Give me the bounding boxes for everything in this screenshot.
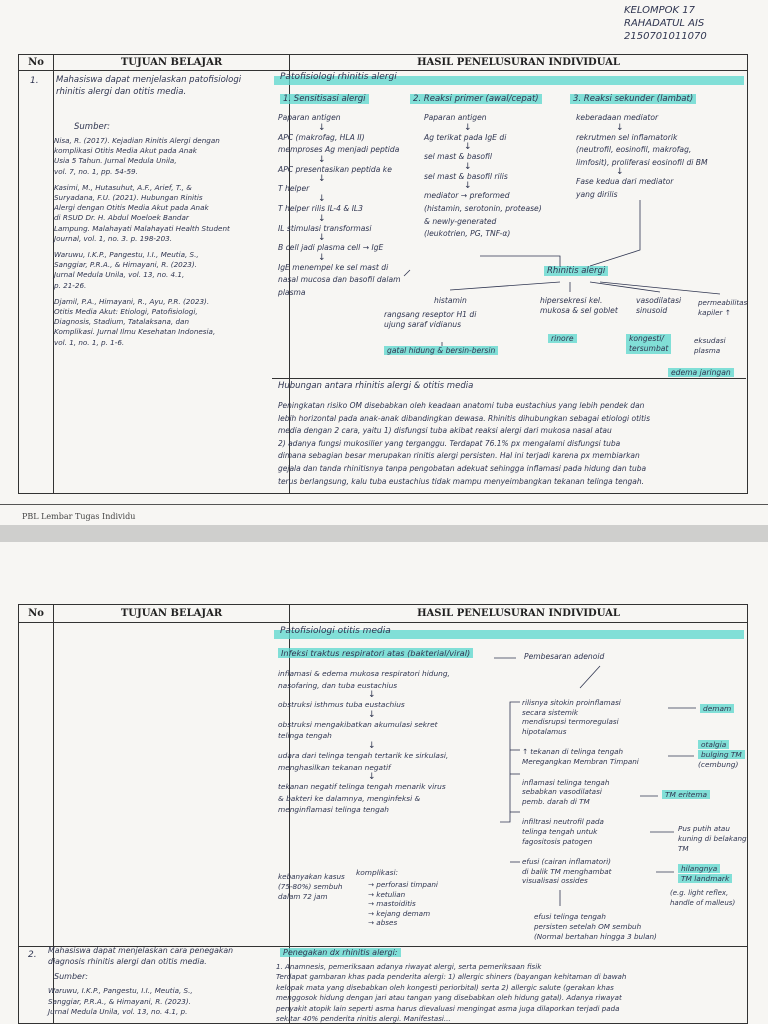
complication-item: → abses — [368, 918, 398, 928]
phase-2-step: (histamin, serotonin, protease) — [424, 203, 542, 213]
phase-1-step: nasal mucosa dan basofil dalam — [278, 275, 401, 285]
phase-1-step: B cell jadi plasma cell → IgE — [278, 243, 384, 253]
worksheet-page-2 — [0, 542, 768, 1024]
phase-1-step: Paparan antigen — [278, 113, 341, 122]
effect-line: vasodilatasi — [636, 296, 682, 305]
phase-1-title: 1. Sensitisasi alergi — [280, 94, 369, 104]
result-tm-eritema: TM eritema — [662, 790, 710, 799]
row-number: 1. — [30, 76, 39, 86]
down-arrow-icon: ↓ — [318, 122, 326, 133]
recovery-line: kebanyakan kasus — [278, 872, 345, 881]
reference-line: Djamil, P.A., Himayani, R., Ayu, P.R. (2023). — [54, 296, 210, 306]
phase-2-step: Ag terikat pada IgE di — [424, 132, 507, 142]
mechanism-line: inflamasi telinga tengah — [522, 777, 610, 787]
mechanism-line: mendisrupsi termoregulasi — [522, 717, 619, 727]
phase-1-step: memproses Ag menjadi peptida — [278, 145, 400, 155]
reference-line: vol. 7, no. 1, pp. 54-59. — [54, 166, 138, 176]
down-arrow-icon: ↓ — [318, 213, 326, 224]
flow-step: & bakteri ke dalamnya, menginfeksi & — [278, 793, 421, 803]
relation-line: gejala dan tanda rhinitisnya tanpa pengobatan adekuat sehingga inflamasi pada hidung dan tuba — [278, 463, 647, 473]
reference-line: Journal, vol. 1, no. 3. p. 198-203. — [54, 233, 173, 243]
result-landmark: hilangnya TM landmark — [678, 864, 732, 884]
down-arrow-icon: ↓ — [464, 161, 472, 172]
reference-line: Usia 5 Tahun. Jurnal Medula Unila, — [54, 156, 177, 166]
flow-step: telinga tengah — [278, 731, 332, 741]
phase-1-step: APC presentasikan peptida ke — [278, 164, 392, 174]
effect-line: kongesti/ — [629, 334, 664, 343]
phase-2-title: 2. Reaksi primer (awal/cepat) — [410, 94, 542, 104]
effect-histamin: histamin — [434, 296, 467, 305]
diagnosis-line: Terdapat gambaran khas pada penderita alergi: 1) allergic shiners (bayangan kehitaman di bawah — [276, 972, 627, 982]
effect-line: mukosa & sel goblet — [540, 306, 618, 315]
effect-line: eksudasi — [694, 336, 726, 345]
reference-line: Komplikasi. Jurnal Ilmu Kesehatan Indonesia, — [54, 327, 216, 337]
down-arrow-icon: ↓ — [368, 690, 376, 701]
mechanism-line: hipotalamus — [522, 726, 567, 736]
complication-item: → ketulian — [368, 889, 406, 899]
diagnosis-line: sekitar 40% penderita rinitis alergi. Manifestasi... — [276, 1014, 451, 1024]
phase-1-step: IL stimulasi transformasi — [278, 223, 372, 233]
mechanism-line: efusi (cairan inflamatori) — [522, 857, 611, 867]
section-title-2: Patofisiologi otitis media — [280, 626, 391, 636]
relation-line: dimana sebagian besar merupakan rinitis alergi persisten. Hal ini terjadi karena px membiarkan — [278, 451, 640, 461]
down-arrow-icon: ↓ — [464, 122, 472, 133]
flow-step: tekanan negatif telinga tengah menarik virus — [278, 782, 446, 792]
reference-line: Jurnal Medula Unila, vol. 13, no. 4.1, — [54, 270, 185, 280]
reference-line: Lampung. Malahayati Malahayati Health Student — [54, 223, 230, 233]
phase-1-step: T helper — [278, 184, 310, 194]
diagnosis-line: menggosok hidung dengan jari atau tangan yang disebabkan oleh hidung gatal). Adanya riwayat — [276, 993, 622, 1003]
col-no-header: No — [19, 55, 54, 71]
down-arrow-icon: ↓ — [464, 142, 472, 153]
reference-line: vol. 1, no. 1, p. 1-6. — [54, 337, 125, 347]
relation-line: media dengan 2 cara, yaitu 1) disfungsi tuba akibat reaksi alergi dari mukosa nasal atau — [278, 426, 612, 436]
phase-1-step: T helper rilis IL-4 & IL3 — [278, 203, 363, 213]
objective-line: diagnosis rhinitis alergi dan otitis media. — [48, 956, 207, 966]
reference-line: komplikasi Otitis Media Akut pada Anak — [54, 146, 197, 156]
objective-line: rhinitis alergi dan otitis media. — [56, 87, 187, 97]
objective-line: Mahasiswa dapat menjelaskan patofisiologi — [56, 75, 242, 85]
effect-line: permeabilitas — [698, 298, 748, 307]
down-arrow-icon: ↓ — [616, 122, 624, 133]
effect-line: sinusoid — [636, 306, 668, 315]
effusion-line: persisten setelah OM sembuh — [534, 922, 642, 931]
reference-line: p. 21-26. — [54, 280, 87, 290]
effusion-line: efusi telinga tengah — [534, 912, 606, 921]
down-arrow-icon: ↓ — [368, 772, 376, 783]
effect-line: ujung saraf vidianus — [384, 320, 462, 329]
reference-line: Waruwu, I.K.P., Pangestu, I.I., Meutia, S., — [48, 986, 193, 995]
col-tujuan-header: TUJUAN BELAJAR — [54, 55, 290, 71]
down-arrow-icon: ↓ — [368, 740, 376, 751]
flow-step: menghasilkan tekanan negatif — [278, 762, 391, 772]
relation-title: Hubungan antara rhinitis alergi & otitis media — [278, 381, 474, 391]
reference-line: di RSUD Dr. H. Abdul Moeloek Bandar — [54, 213, 189, 223]
col-hasil-header-2: HASIL PENELUSURAN INDIVIDUAL — [290, 605, 748, 623]
phase-1-step: plasma — [278, 287, 306, 297]
reference-line: Suryadana, F.U. (2021). Hubungan Rinitis — [54, 193, 203, 203]
complication-title: komplikasi: — [356, 868, 399, 877]
phase-3-step: keberadaan mediator — [576, 113, 659, 122]
down-arrow-icon: ↓ — [318, 174, 326, 185]
reference-line: Waruwu, I.K.P., Pangestu, I.I., Meutia, S., — [54, 250, 199, 260]
sources-label-2: Sumber: — [54, 972, 88, 981]
mechanism-line: sebabkan vasodilatasi — [522, 787, 602, 797]
phase-3-step: rekrutmen sel inflamatorik — [576, 132, 678, 142]
down-arrow-icon: ↓ — [318, 154, 326, 165]
relation-line: Peningkatan risiko OM disebabkan oleh keadaan anatomi tuba eustachius yang lebih pendek dan — [278, 401, 645, 410]
down-arrow-icon: ↓ — [464, 181, 472, 192]
group-name: KELOMPOK 17 — [624, 5, 696, 16]
flow-step: udara dari telinga tengah tertarik ke sirkulasi, — [278, 750, 449, 760]
result-line: (e.g. light reflex, — [670, 889, 729, 897]
phase-2-step: sel mast & basofil — [424, 152, 492, 162]
reference-line: Diagnosis, Stadium, Tatalaksana, dan — [54, 317, 190, 327]
effusion-line: (Normal bertahan hingga 3 bulan) — [534, 932, 657, 941]
down-arrow-icon: ↓ — [318, 233, 326, 244]
diagnosis-line: kelopak mata yang disebabkan oleh kongesti periorbital) serta 2) allergic salute (gerakan khas — [276, 982, 614, 992]
flow-step: inflamasi & edema mukosa respiratori hidung, — [278, 669, 450, 678]
complication-item: → kejang demam — [368, 908, 431, 918]
effect-line: kapiler ↑ — [698, 308, 731, 317]
flow-step: obstruksi isthmus tuba eustachius — [278, 700, 405, 710]
effect-line: hipersekresi kel. — [540, 296, 603, 305]
phase-3-step: Fase kedua dari mediator — [576, 177, 674, 187]
relation-line: terus berlangsung, kalu tuba eustachius tidak mampu menyeimbangkan tekanan telinga tengah. — [278, 476, 644, 486]
reference-line: Otitis Media Akut: Etiologi, Patofisiologi, — [54, 307, 198, 317]
student-id: 2150701011070 — [624, 31, 707, 42]
result-line: kuning di belakang — [678, 834, 747, 843]
reference-line: Jurnal Medula Unila, vol. 13, no. 4.1, p. — [48, 1007, 188, 1016]
mechanism-line: di balik TM menghambat — [522, 866, 612, 876]
phase-2-step: (leukotrien, PG, TNF-α) — [424, 229, 511, 239]
effect-edema: edema jaringan — [668, 368, 734, 377]
reference-line: Alergi dengan Otitis Media Akut pada Anak — [54, 203, 209, 213]
adenoid-node: Pembesaran adenoid — [524, 652, 605, 661]
phase-2-step: sel mast & basofil rilis — [424, 171, 508, 181]
col-hasil-header: HASIL PENELUSURAN INDIVIDUAL — [290, 55, 748, 71]
relation-line: 2) adanya fungsi mukosilier yang terganggu. Terdapat 76.1% px mengalami disfungsi tuba — [278, 438, 621, 448]
infeksi-node: Infeksi traktus respiratori atas (bakterial/viral) — [278, 648, 473, 658]
flow-step: menginflamasi telinga tengah — [278, 805, 389, 815]
student-name: RAHADATUL AIS — [624, 18, 705, 29]
phase-3-step: limfosit), proliferasi eosinofil di BM — [576, 157, 708, 167]
down-arrow-icon: ↓ — [318, 252, 326, 263]
effect-line: tersumbat — [629, 344, 669, 353]
down-arrow-icon: ↓ — [368, 709, 376, 720]
phase-2-step: mediator → preformed — [424, 191, 510, 201]
result-otalgia: otalgia bulging TM (cembung) — [698, 740, 745, 770]
diagnosis-title: Penegakan dx rhinitis alergi: — [280, 948, 401, 957]
relation-line: lebih horizontal pada anak-anak dibandingkan dewasa. Rhinitis dihubungkan sebagai etiologi otitis — [278, 413, 651, 423]
reference-line: Sanggiar, P.R.A., & Himayani, R. (2023). — [48, 996, 191, 1006]
diagnosis-line: 1. Anamnesis, pemeriksaan adanya riwayat alergi, serta pemeriksaan fisik — [276, 962, 542, 971]
reference-2 — [48, 986, 193, 1018]
recovery-line: (75-80%) sembuh — [278, 882, 343, 891]
result-cembung: (cembung) — [698, 760, 739, 769]
phase-2-step: Paparan antigen — [424, 113, 487, 122]
mechanism-line: pemb. darah di TM — [522, 796, 590, 806]
diagnosis-text — [276, 962, 626, 1024]
phase-3-step: yang dirilis — [576, 189, 618, 199]
mechanism-line: telinga tengah untuk — [522, 826, 598, 836]
row-number-2: 2. — [28, 950, 37, 960]
reference-line: Sanggiar, P.R.A., & Himayani, R. (2023). — [54, 260, 197, 270]
rhinitis-node: Rhinitis alergi — [544, 266, 608, 276]
effect-rinore: rinore — [548, 334, 577, 343]
flow-step: nasofaring, dan tuba eustachius — [278, 680, 398, 690]
phase-3-step: (neutrofil, eosinofil, makrofag, — [576, 145, 692, 155]
reference-line: Nisa, R. (2017). Kejadian Rinitis Alergi dengan — [54, 136, 220, 145]
mechanism-line: infiltrasi neutrofil pada — [522, 817, 604, 827]
result-line: TM — [678, 844, 689, 853]
col-tujuan-header-2: TUJUAN BELAJAR — [54, 605, 290, 623]
result-line: handle of malleus) — [670, 899, 736, 907]
phase-1-step: IgE menempel ke sel mast di — [278, 262, 389, 272]
effect-line: plasma — [694, 346, 721, 355]
objective-line: Mahasiswa dapat menjelaskan cara penegakan — [48, 946, 234, 955]
down-arrow-icon: ↓ — [318, 193, 326, 204]
complication-item: → mastoiditis — [368, 899, 416, 909]
result-demam: demam — [700, 704, 734, 713]
col-no-header-2: No — [19, 605, 54, 623]
effect-gatal: gatal hidung & bersin-bersin — [384, 346, 498, 355]
learning-objective-2 — [48, 946, 233, 967]
mechanism-line: ↑ tekanan di telinga tengah — [522, 747, 624, 757]
mechanism-line: visualisasi ossides — [522, 876, 588, 886]
phase-1-step: APC (makrofag, HLA II) — [278, 132, 365, 142]
sources-label: Sumber: — [74, 122, 111, 132]
section-title: Patofisiologi rhinitis alergi — [280, 72, 397, 82]
reference-line: Kasimi, M., Hutasuhut, A.F., Arief, T., & — [54, 182, 192, 192]
phase-2-step: & newly-generated — [424, 216, 497, 226]
phase-3-title: 3. Reaksi sekunder (lambat) — [570, 94, 696, 104]
recovery-line: dalam 72 jam — [278, 892, 328, 901]
effect-line: rangsang reseptor H1 di — [384, 310, 477, 319]
result-line: Pus putih atau — [678, 824, 730, 833]
footer-text: PBL Lembar Tugas Individu — [22, 512, 136, 521]
mechanism-line: Meregangkan Membran Timpani — [522, 756, 639, 766]
diagnosis-line: penyakit atopik lain seperti asma harus dievaluasi mengingat asma juga dilaporkan terjadi pada — [276, 1003, 620, 1013]
down-arrow-icon: ↓ — [616, 167, 624, 178]
mechanism-line: secara sistemik — [522, 707, 579, 717]
flow-step: obstruksi mengakibatkan akumulasi sekret — [278, 719, 438, 729]
mechanism-line: rilisnya sitokin proinflamasi — [522, 698, 621, 707]
complication-item: → perforasi timpani — [368, 880, 438, 889]
mechanism-line: fagositosis patogen — [522, 836, 593, 846]
